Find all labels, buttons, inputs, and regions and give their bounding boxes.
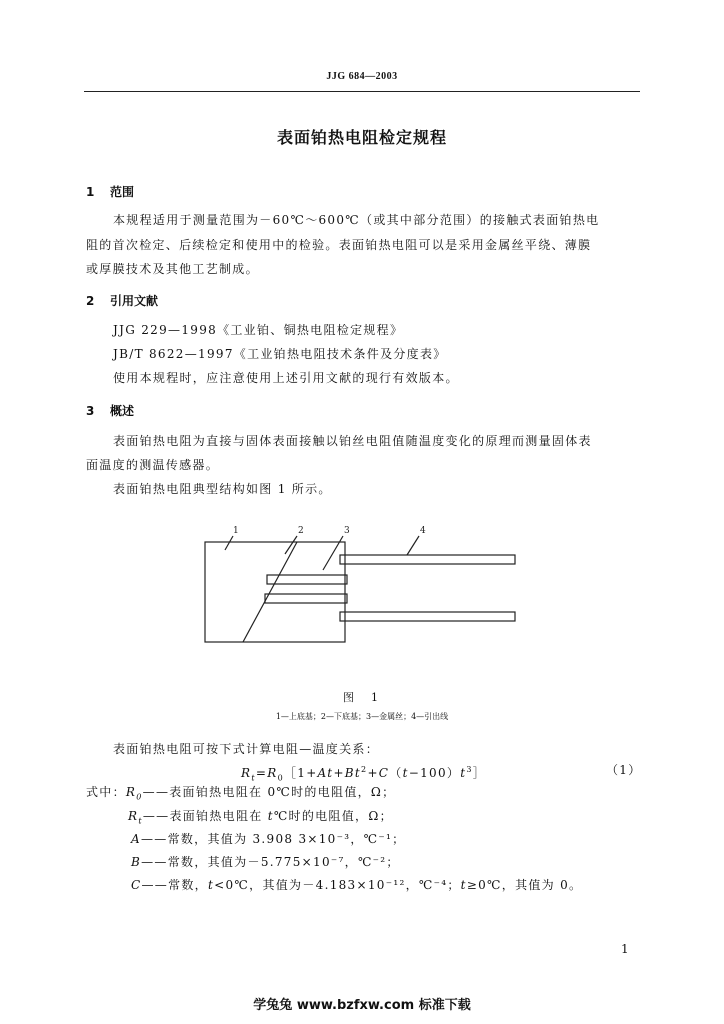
- figure-caption: 图 1: [343, 691, 381, 704]
- section-title: 引用文献: [110, 294, 159, 308]
- where-c: C——常数，t<0℃，其值为－4.183×10⁻¹²，℃⁻⁴；t≥0℃，其值为 0。: [131, 878, 583, 892]
- overview-line-3: 表面铂热电阻典型结构如图 1 所示。: [113, 482, 332, 496]
- reference-1: JJG 229—1998《工业铂、铜热电阻检定规程》: [113, 323, 404, 337]
- scope-line-2: 阻的首次检定、后续检定和使用中的检验。表面铂热电阻可以是采用金属丝平绕、薄膜: [86, 238, 592, 252]
- section-number: 2: [86, 294, 95, 308]
- metal-wire-2: [265, 594, 347, 603]
- page-title: 表面铂热电阻检定规程: [276, 128, 447, 147]
- scope-line-3: 或厚膜技术及其他工艺制成。: [86, 262, 259, 276]
- section-number: 1: [86, 185, 95, 199]
- def-r0: ——表面铂热电阻在 0℃时的电阻值，Ω；: [142, 785, 396, 799]
- leader-line-3: [323, 536, 343, 570]
- reference-2: JB/T 8622—1997《工业铂热电阻技术条件及分度表》: [113, 347, 447, 361]
- figure-legend: 1—上底基；2—下底基；3—金属丝；4—引出线: [275, 712, 449, 721]
- symbol-a: A: [131, 832, 141, 846]
- section-title: 范围: [110, 185, 135, 199]
- def-b: ——常数，其值为－5.775×10⁻⁷，℃⁻²；: [141, 855, 400, 869]
- reference-note: 使用本规程时，应注意使用上述引用文献的现行有效版本。: [113, 371, 459, 385]
- figure-label-4: 4: [420, 526, 426, 536]
- upper-substrate: [205, 542, 345, 642]
- symbol-c: C: [131, 878, 142, 892]
- where-a: [131, 831, 405, 847]
- figure-label-2: 2: [298, 526, 304, 536]
- formula-equation: $R_t=R_0[1+At+Bt^2+C(t-100)t^3]$: [241, 765, 487, 783]
- section-number: 3: [86, 404, 95, 418]
- where-r0: [86, 784, 395, 805]
- section-title: 概述: [110, 404, 135, 418]
- where-b: [131, 854, 400, 870]
- footer-watermark: 学兔兔 www.bzfxw.com 标准下载: [253, 998, 471, 1013]
- section-3-heading: [86, 402, 134, 419]
- lower-substrate-edge: [243, 542, 297, 642]
- overview-line-1: 表面铂热电阻为直接与固体表面接触以铂丝电阻值随温度变化的原理而测量固体表: [113, 434, 592, 448]
- page-number: 1: [621, 942, 630, 956]
- leader-line-1: [225, 536, 233, 550]
- section-1-heading: [86, 183, 134, 200]
- figure-label-1: 1: [233, 526, 239, 536]
- header-rule: [84, 91, 640, 92]
- formula-number: （1）: [606, 763, 642, 777]
- document-code-header: JJG 684—2003: [326, 71, 398, 82]
- figure-label-3: 3: [344, 526, 350, 536]
- where-label: 式中：: [86, 785, 126, 799]
- leader-line-4: [407, 536, 419, 555]
- figure-1-diagram: [195, 520, 525, 655]
- scope-line-1: 本规程适用于测量范围为－60℃～600℃（或其中部分范围）的接触式表面铂热电: [113, 213, 600, 227]
- where-rt: $R_t——$表面铂热电阻在 t℃时的电阻值，Ω；: [128, 809, 393, 826]
- formula-intro: 表面铂热电阻可按下式计算电阻—温度关系：: [113, 742, 380, 756]
- symbol-r0: $R_0$: [125, 785, 143, 802]
- overview-line-2: 面温度的测温传感器。: [86, 458, 220, 472]
- symbol-rt: $R_t$: [128, 809, 143, 826]
- lead-wire-top: [340, 555, 515, 564]
- section-2-heading: [86, 292, 158, 309]
- def-a: ——常数，其值为 3.908 3×10⁻³，℃⁻¹；: [140, 832, 406, 846]
- symbol-b: B: [131, 855, 142, 869]
- lead-wire-bottom: [340, 612, 515, 621]
